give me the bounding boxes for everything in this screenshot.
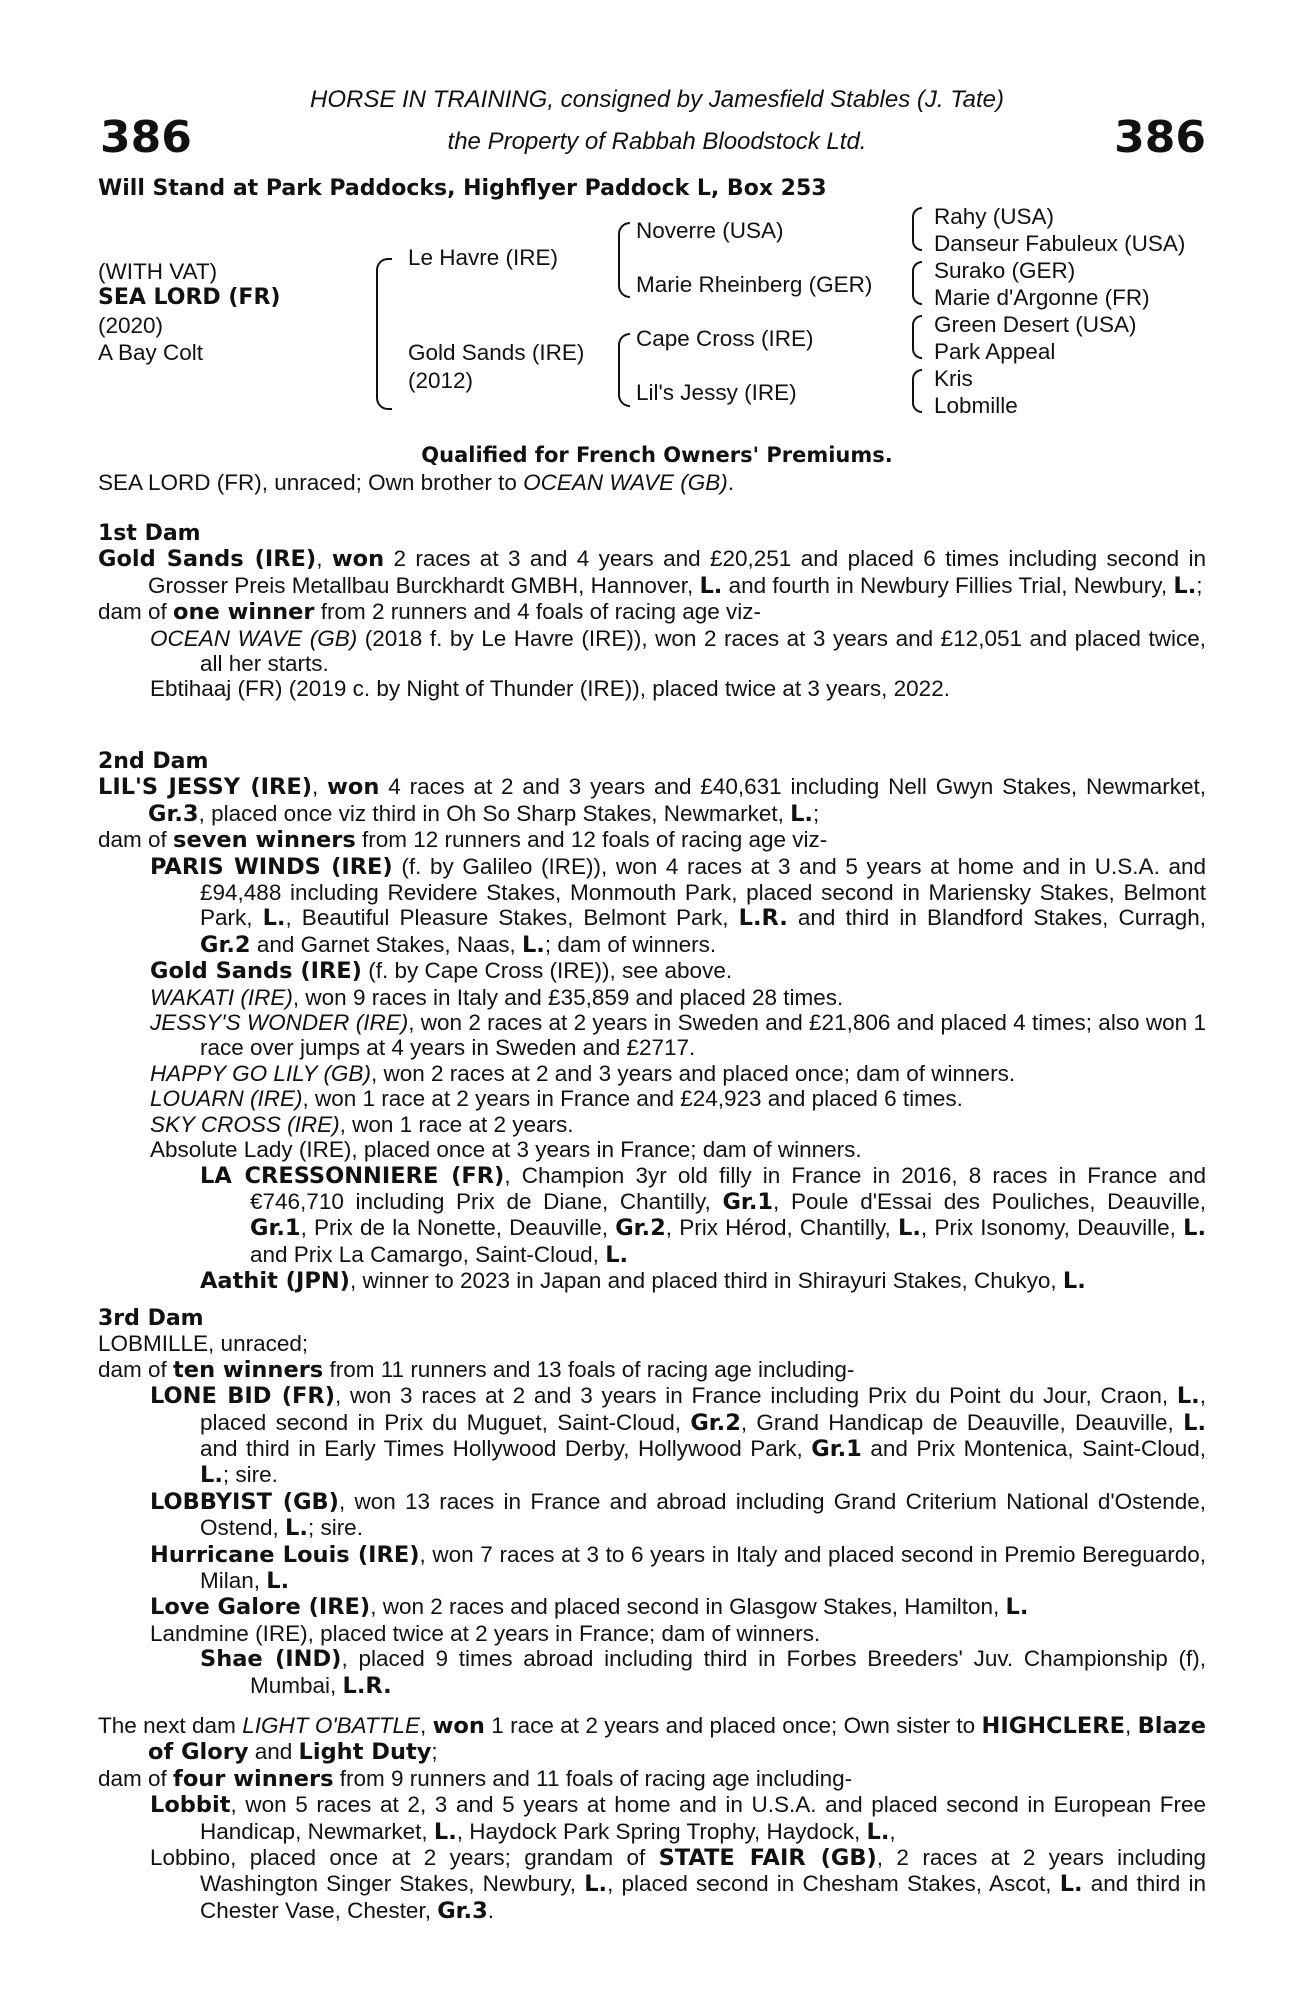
first-dam-section: [98, 521, 1206, 702]
produce-summary: dam of ten winners from 11 runners and 13 foals of racing age including-: [98, 1356, 855, 1383]
bracket-g3: [912, 315, 922, 359]
produce-entry: LONE BID (FR), won 3 races at 2 and 3 years in France including Prix du Point du Jour, Craon, L., placed second in Prix du Muguet, Saint-Cloud, Gr.2, Grand Handicap de Deauville, Deauville, L. and third in Early Times Hollywood Derby, Hollywood Park, Gr.1 and Prix Montenica, Saint-Cloud, L.; sire.: [150, 1383, 1206, 1489]
bracket-dam: [618, 333, 630, 407]
dam-record: LOBMILLE, unraced;: [98, 1331, 309, 1357]
produce-entry: OCEAN WAVE (GB) (2018 f. by Le Havre (IRE)), won 2 races at 3 years and £12,051 and placed twice, all her starts.: [150, 625, 1206, 677]
ancestor-7: Kris: [934, 366, 973, 391]
property-line: the Property of Rabbah Bloodstock Ltd.: [447, 128, 867, 155]
bracket-horse: [376, 258, 392, 410]
produce-entry: Lobbit, won 5 races at 2, 3 and 5 years at home and in U.S.A. and placed second in European Free Handicap, Newmarket, L., Haydock Park Spring Trophy, Haydock, L.,: [150, 1792, 1206, 1845]
produce-entry: Love Galore (IRE), won 2 races and placed second in Glasgow Stakes, Hamilton, L.: [150, 1594, 1029, 1621]
produce-entry: Lobbino, placed once at 2 years; grandam of STATE FAIR (GB), 2 races at 2 years including Washington Singer Stakes, Newbury, L., placed second in Chesham Stakes, Ascot, L. and third in Chester Vase, Chester, Gr.3.: [150, 1845, 1206, 1924]
section-heading: 2nd Dam: [98, 749, 209, 774]
dam-record: Gold Sands (IRE), won 2 races at 3 and 4 years and £20,251 and placed 6 times including second in Grosser Preis Metallbau Burckhardt GMBH, Hannover, L. and fourth in Newbury Fillies Trial, Newbury, L.;: [98, 546, 1206, 599]
second-dam-section: [98, 749, 1206, 1295]
horse-year: (2020): [98, 313, 164, 338]
horse-description: A Bay Colt: [98, 340, 204, 365]
sire-sire: Noverre (USA): [636, 218, 784, 243]
bracket-g2: [912, 261, 922, 305]
bracket-g1: [912, 207, 922, 251]
ancestor-5: Green Desert (USA): [934, 312, 1137, 337]
ancestor-4: Marie d'Argonne (FR): [934, 285, 1150, 310]
bracket-g4: [912, 369, 922, 413]
produce-entry: SKY CROSS (IRE), won 1 race at 2 years.: [150, 1111, 574, 1137]
next-dam-section: [98, 1713, 1206, 1924]
intro-line: SEA LORD (FR), unraced; Own brother to OCEAN WAVE (GB).: [98, 470, 735, 495]
third-dam-section: [98, 1306, 1206, 1699]
produce-entry: Landmine (IRE), placed twice at 2 years in France; dam of winners.: [150, 1620, 821, 1646]
produce-entry: JESSY'S WONDER (IRE), won 2 races at 2 years in Sweden and £21,806 and placed 4 times; also won 1 race over jumps at 4 years in Sweden and £2717.: [150, 1010, 1206, 1061]
premium-note: Qualified for French Owners' Premiums.: [421, 443, 893, 467]
lot-number-right: 386: [1114, 112, 1206, 163]
grandproduce-entry: Shae (IND), placed 9 times abroad including third in Forbes Breeders' Juv. Championship (f), Mumbai, L.R.: [200, 1646, 1206, 1699]
lot-number-left: 386: [100, 112, 192, 163]
section-heading: 3rd Dam: [98, 1306, 204, 1331]
dam-name: Gold Sands (IRE): [408, 340, 585, 365]
produce-summary: dam of four winners from 9 runners and 11 foals of racing age including-: [98, 1765, 853, 1792]
produce-entry: LOBBYIST (GB), won 13 races in France and abroad including Grand Criterium National d'Ostende, Ostend, L.; sire.: [150, 1488, 1206, 1542]
section-heading: 1st Dam: [98, 521, 201, 546]
sire-dam: Marie Rheinberg (GER): [636, 272, 873, 297]
produce-entry: Ebtihaaj (FR) (2019 c. by Night of Thunder (IRE)), placed twice at 3 years, 2022.: [150, 676, 950, 702]
ancestor-3: Surako (GER): [934, 258, 1076, 283]
produce-entry: HAPPY GO LILY (GB), won 2 races at 2 and 3 years and placed once; dam of winners.: [150, 1060, 1016, 1086]
produce-entry: Hurricane Louis (IRE), won 7 races at 3 to 6 years in Italy and placed second in Premio Bereguardo, Milan, L.: [150, 1541, 1206, 1595]
produce-entry: LOUARN (IRE), won 1 race at 2 years in France and £24,923 and placed 6 times.: [150, 1086, 963, 1112]
produce-summary: dam of one winner from 2 runners and 4 foals of racing age viz-: [98, 599, 761, 626]
grandproduce-entry: Aathit (JPN), winner to 2023 in Japan and placed third in Shirayuri Stakes, Chukyo, L.: [200, 1268, 1086, 1295]
produce-entry: PARIS WINDS (IRE) (f. by Galileo (IRE)), won 4 races at 3 and 5 years at home and in U.S.A. and £94,488 including Revidere Stakes, Monmouth Park, placed second in Mariensky Stakes, Belmont Park, L., Beautiful Pleasure Stakes, Belmont Park, L.R. and third in Blandford Stakes, Curragh, Gr.2 and Garnet Stakes, Naas, L.; dam of winners.: [150, 853, 1206, 958]
ancestor-8: Lobmille: [934, 393, 1018, 418]
bracket-sire: [618, 222, 630, 298]
grandproduce-entry: LA CRESSONNIERE (FR), Champion 3yr old filly in France in 2016, 8 races in France and €746,710 including Prix de Diane, Chantilly, Gr.1, Poule d'Essai des Pouliches, Deauville, Gr.1, Prix de la Nonette, Deauville, Gr.2, Prix Hérod, Chantilly, L., Prix Isonomy, Deauville, L. and Prix La Camargo, Saint-Cloud, L.: [200, 1162, 1207, 1268]
dam-record: LIL'S JESSY (IRE), won 4 races at 2 and 3 years and £40,631 including Nell Gwyn Stakes, Newmarket, Gr.3, placed once viz third in Oh So Sharp Stakes, Newmarket, L.;: [98, 774, 1206, 827]
produce-entry: Gold Sands (IRE) (f. by Cape Cross (IRE)), see above.: [150, 958, 733, 985]
produce-entry: Absolute Lady (IRE), placed once at 3 years in France; dam of winners.: [150, 1137, 862, 1163]
dam-dam: Lil's Jessy (IRE): [636, 380, 797, 405]
sire-name: Le Havre (IRE): [408, 245, 559, 270]
produce-summary: dam of seven winners from 12 runners and 12 foals of racing age viz-: [98, 827, 828, 854]
dam-year: (2012): [408, 368, 474, 393]
ancestor-6: Park Appeal: [934, 339, 1056, 364]
produce-entry: WAKATI (IRE), won 9 races in Italy and £35,859 and placed 28 times.: [150, 984, 844, 1010]
stand-location: Will Stand at Park Paddocks, Highflyer Paddock L, Box 253: [98, 176, 827, 201]
vat-note: (WITH VAT): [98, 259, 218, 284]
dam-record: The next dam LIGHT O'BATTLE, won 1 race at 2 years and placed once; Own sister to HIGHCLERE, Blaze of Glory and Light Duty;: [98, 1713, 1206, 1766]
dam-sire: Cape Cross (IRE): [636, 326, 814, 351]
ancestor-1: Rahy (USA): [934, 204, 1055, 229]
ancestor-2: Danseur Fabuleux (USA): [934, 231, 1186, 256]
consignor-line: HORSE IN TRAINING, consigned by Jamesfield Stables (J. Tate): [309, 86, 1005, 113]
horse-name: SEA LORD (FR): [98, 285, 281, 310]
